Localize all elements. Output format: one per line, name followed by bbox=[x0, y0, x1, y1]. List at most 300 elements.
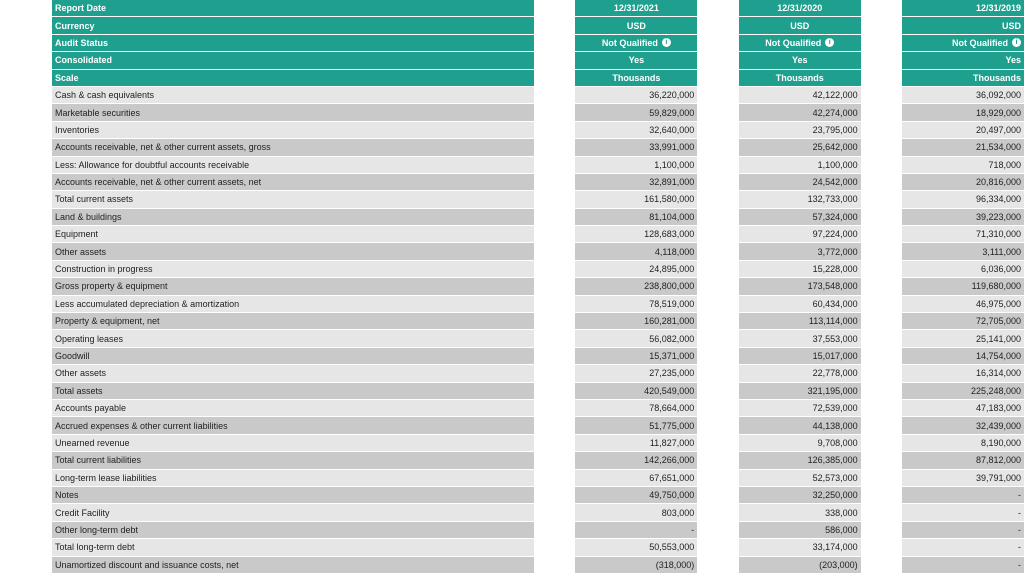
row-value bbox=[902, 557, 1024, 573]
row-value bbox=[575, 557, 697, 573]
header-value bbox=[739, 17, 861, 33]
row-label-text: Less: Allowance for doubtful accounts receivable bbox=[55, 159, 250, 170]
row-label bbox=[52, 417, 534, 433]
table-row bbox=[52, 104, 1024, 121]
header-label-text: Consolidated bbox=[55, 55, 113, 66]
row-value bbox=[902, 278, 1024, 294]
row-value-text: 3,772,000 bbox=[817, 246, 858, 257]
row-label bbox=[52, 226, 534, 242]
header-value bbox=[902, 35, 1024, 51]
row-value bbox=[575, 191, 697, 207]
column-gap bbox=[534, 52, 554, 68]
row-value-text: 113,114,000 bbox=[808, 316, 858, 327]
row-value-text: 126,385,000 bbox=[807, 455, 858, 466]
column-gap bbox=[861, 157, 881, 173]
column-gap bbox=[697, 226, 717, 242]
column-gap bbox=[534, 209, 554, 225]
row-value bbox=[902, 87, 1024, 103]
row-value-text: 46,975,000 bbox=[975, 298, 1022, 309]
row-value bbox=[575, 470, 697, 486]
row-value-text: 52,573,000 bbox=[812, 472, 858, 483]
row-value-text: 44,138,000 bbox=[812, 420, 858, 431]
row-value bbox=[902, 365, 1024, 381]
row-label bbox=[52, 122, 534, 138]
header-value bbox=[739, 35, 861, 51]
row-value-text: 586,000 bbox=[825, 524, 858, 535]
row-value bbox=[902, 313, 1024, 329]
row-value-text: 173,548,000 bbox=[807, 281, 858, 292]
column-gap bbox=[697, 70, 717, 86]
column-gap bbox=[697, 157, 717, 173]
row-value-text: 25,141,000 bbox=[975, 333, 1022, 344]
column-gap bbox=[861, 313, 881, 329]
row-value bbox=[739, 487, 861, 503]
column-gap bbox=[697, 35, 717, 51]
row-value-text: 25,642,000 bbox=[812, 142, 858, 153]
column-gap bbox=[861, 0, 881, 16]
row-value bbox=[575, 348, 697, 364]
row-value-text: 78,519,000 bbox=[649, 298, 695, 309]
row-value bbox=[739, 348, 861, 364]
row-value bbox=[739, 313, 861, 329]
column-gap bbox=[697, 435, 717, 451]
row-label-text: Other assets bbox=[55, 368, 107, 379]
header-value bbox=[575, 17, 697, 33]
column-gap bbox=[861, 226, 881, 242]
row-label-text: Operating leases bbox=[55, 333, 124, 344]
header-label bbox=[52, 70, 534, 86]
column-gap bbox=[697, 191, 717, 207]
column-gap bbox=[534, 70, 554, 86]
row-value-text: - bbox=[1018, 524, 1022, 535]
row-value bbox=[575, 122, 697, 138]
column-gap bbox=[861, 365, 881, 381]
column-gap bbox=[697, 122, 717, 138]
row-label bbox=[52, 243, 534, 259]
row-value-text: 15,228,000 bbox=[812, 264, 858, 275]
row-label-text: Cash & cash equivalents bbox=[55, 90, 155, 101]
row-value-text: 36,220,000 bbox=[649, 90, 695, 101]
column-gap bbox=[534, 191, 554, 207]
column-gap bbox=[534, 539, 554, 555]
header-value-text: Not Qualified bbox=[601, 37, 658, 48]
row-value-text: 3,111,000 bbox=[982, 246, 1022, 257]
row-value-text: 803,000 bbox=[661, 507, 695, 518]
row-value bbox=[739, 191, 861, 207]
row-value-text: 32,640,000 bbox=[649, 124, 695, 135]
header-value-text: 12/31/2019 bbox=[975, 3, 1022, 14]
table-row bbox=[52, 174, 1024, 191]
row-value-text: 78,664,000 bbox=[649, 403, 695, 414]
table-row bbox=[52, 191, 1024, 208]
row-value bbox=[575, 522, 697, 538]
column-gap bbox=[534, 278, 554, 294]
row-value bbox=[739, 261, 861, 277]
row-value-text: 59,829,000 bbox=[649, 107, 695, 118]
column-gap bbox=[861, 70, 881, 86]
row-label bbox=[52, 209, 534, 225]
row-value-text: 6,036,000 bbox=[980, 264, 1022, 275]
row-label bbox=[52, 383, 534, 399]
row-value bbox=[739, 157, 861, 173]
header-value-text: USD bbox=[626, 20, 646, 31]
row-value bbox=[575, 330, 697, 346]
row-value bbox=[902, 487, 1024, 503]
column-gap bbox=[534, 417, 554, 433]
row-label bbox=[52, 330, 534, 346]
row-value bbox=[739, 365, 861, 381]
table-row bbox=[52, 278, 1024, 295]
row-value bbox=[575, 243, 697, 259]
row-value-text: 23,795,000 bbox=[812, 124, 858, 135]
row-value-text: 32,250,000 bbox=[812, 490, 858, 501]
row-value bbox=[902, 209, 1024, 225]
column-gap bbox=[861, 139, 881, 155]
row-value-text: 160,281,000 bbox=[644, 316, 695, 327]
row-value-text: 9,708,000 bbox=[817, 437, 858, 448]
table-row bbox=[52, 383, 1024, 400]
row-value-text: 132,733,000 bbox=[807, 194, 858, 205]
row-value-text: 321,195,000 bbox=[807, 385, 858, 396]
row-label-text: Accrued expenses & other current liabilities bbox=[55, 420, 228, 431]
row-value-text: 238,800,000 bbox=[644, 281, 695, 292]
row-value-text: 420,549,000 bbox=[644, 385, 695, 396]
row-value bbox=[739, 417, 861, 433]
column-gap bbox=[697, 278, 717, 294]
column-gap bbox=[534, 330, 554, 346]
row-value bbox=[575, 452, 697, 468]
row-value-text: - bbox=[1018, 490, 1022, 501]
row-label-text: Total assets bbox=[55, 385, 103, 396]
balance-sheet-table bbox=[52, 0, 1024, 574]
row-value bbox=[739, 400, 861, 416]
row-label-text: Total current liabilities bbox=[55, 455, 142, 466]
row-value-text: 87,812,000 bbox=[975, 455, 1022, 466]
header-value bbox=[575, 52, 697, 68]
row-value bbox=[739, 139, 861, 155]
column-gap bbox=[697, 104, 717, 120]
row-value-text: 338,000 bbox=[825, 507, 858, 518]
row-value bbox=[739, 278, 861, 294]
row-value-text: 37,553,000 bbox=[812, 333, 858, 344]
column-gap bbox=[534, 296, 554, 312]
column-gap bbox=[697, 557, 717, 573]
header-label-text: Audit Status bbox=[55, 37, 108, 48]
column-gap bbox=[534, 365, 554, 381]
column-gap bbox=[697, 383, 717, 399]
row-value bbox=[902, 452, 1024, 468]
column-gap bbox=[534, 400, 554, 416]
column-gap bbox=[534, 35, 554, 51]
row-value bbox=[575, 261, 697, 277]
table-row bbox=[52, 261, 1024, 278]
header-value-text: 12/31/2021 bbox=[613, 3, 659, 14]
row-label-text: Marketable securities bbox=[55, 107, 141, 118]
column-gap bbox=[534, 243, 554, 259]
row-value-text: - bbox=[1018, 507, 1022, 518]
row-value bbox=[575, 383, 697, 399]
info-icon[interactable]: i bbox=[1012, 38, 1021, 47]
column-gap bbox=[697, 539, 717, 555]
row-value bbox=[739, 470, 861, 486]
row-value-text: 71,310,000 bbox=[975, 229, 1022, 240]
column-gap bbox=[697, 452, 717, 468]
header-row bbox=[52, 52, 1024, 69]
row-value bbox=[739, 209, 861, 225]
row-value-text: 24,542,000 bbox=[812, 177, 858, 188]
column-gap bbox=[861, 504, 881, 520]
row-label-text: Unamortized discount and issuance costs, net bbox=[55, 559, 239, 570]
row-value bbox=[575, 487, 697, 503]
row-value-text: 33,174,000 bbox=[812, 542, 858, 553]
row-value-text: 20,816,000 bbox=[975, 177, 1022, 188]
column-gap bbox=[861, 35, 881, 51]
table-row bbox=[52, 330, 1024, 347]
row-label bbox=[52, 313, 534, 329]
header-label-text: Scale bbox=[55, 72, 79, 83]
row-value bbox=[902, 400, 1024, 416]
row-value-text: (203,000) bbox=[819, 559, 858, 570]
row-value bbox=[575, 104, 697, 120]
column-gap bbox=[534, 435, 554, 451]
row-value-text: 18,929,000 bbox=[975, 107, 1022, 118]
row-label-text: Notes bbox=[55, 490, 79, 501]
column-gap bbox=[861, 122, 881, 138]
table-row bbox=[52, 452, 1024, 469]
column-gap bbox=[697, 365, 717, 381]
row-value bbox=[902, 435, 1024, 451]
row-value-text: 142,266,000 bbox=[644, 455, 695, 466]
row-value bbox=[902, 122, 1024, 138]
row-label bbox=[52, 191, 534, 207]
header-value bbox=[902, 70, 1024, 86]
row-value-text: 16,314,000 bbox=[975, 368, 1022, 379]
row-value-text: (318,000) bbox=[655, 559, 695, 570]
row-label bbox=[52, 504, 534, 520]
table-row bbox=[52, 313, 1024, 330]
column-gap bbox=[861, 104, 881, 120]
column-gap bbox=[861, 383, 881, 399]
row-value bbox=[739, 87, 861, 103]
column-gap bbox=[534, 139, 554, 155]
header-value-text: USD bbox=[1002, 20, 1022, 31]
table-row bbox=[52, 487, 1024, 504]
row-value-text: 15,017,000 bbox=[812, 351, 858, 361]
row-value bbox=[575, 174, 697, 190]
row-value bbox=[575, 278, 697, 294]
column-gap bbox=[861, 348, 881, 364]
header-value bbox=[902, 0, 1024, 16]
header-value-text: Thousands bbox=[775, 72, 824, 83]
row-value-text: 1,100,000 bbox=[817, 159, 858, 170]
row-label bbox=[52, 296, 534, 312]
row-value bbox=[575, 209, 697, 225]
column-gap bbox=[861, 243, 881, 259]
row-value-text: 14,754,000 bbox=[975, 351, 1022, 361]
row-value bbox=[739, 435, 861, 451]
column-gap bbox=[697, 87, 717, 103]
row-value bbox=[575, 313, 697, 329]
header-row bbox=[52, 70, 1024, 87]
row-value-text: 47,183,000 bbox=[975, 403, 1022, 414]
column-gap bbox=[534, 157, 554, 173]
row-label-text: Accounts payable bbox=[55, 403, 127, 414]
row-label-text: Less accumulated depreciation & amortization bbox=[55, 298, 240, 309]
column-gap bbox=[861, 174, 881, 190]
row-value-text: 1,100,000 bbox=[654, 159, 695, 170]
table-row bbox=[52, 157, 1024, 174]
row-value-text: 128,683,000 bbox=[644, 229, 695, 240]
column-gap bbox=[697, 504, 717, 520]
row-value bbox=[575, 400, 697, 416]
header-value-text: Thousands bbox=[973, 72, 1022, 83]
column-gap bbox=[534, 383, 554, 399]
row-label bbox=[52, 87, 534, 103]
column-gap bbox=[861, 557, 881, 573]
row-value-text: 27,235,000 bbox=[649, 368, 695, 379]
header-value-text: Not Qualified bbox=[952, 37, 1009, 48]
row-value bbox=[575, 539, 697, 555]
column-gap bbox=[697, 313, 717, 329]
row-label-text: Total long-term debt bbox=[55, 542, 135, 553]
column-gap bbox=[861, 330, 881, 346]
row-value bbox=[902, 226, 1024, 242]
column-gap bbox=[534, 104, 554, 120]
row-value-text: 36,092,000 bbox=[975, 90, 1022, 101]
row-value bbox=[902, 243, 1024, 259]
column-gap bbox=[534, 261, 554, 277]
row-value-text: 39,791,000 bbox=[975, 472, 1022, 483]
column-gap bbox=[697, 17, 717, 33]
header-row bbox=[52, 17, 1024, 34]
row-value bbox=[575, 435, 697, 451]
row-label-text: Other long-term debt bbox=[55, 524, 139, 535]
column-gap bbox=[534, 452, 554, 468]
table-row bbox=[52, 539, 1024, 556]
row-value-text: 20,497,000 bbox=[975, 124, 1022, 135]
row-value-text: 67,651,000 bbox=[649, 472, 695, 483]
header-value bbox=[902, 17, 1024, 33]
column-gap bbox=[534, 470, 554, 486]
info-icon[interactable]: i bbox=[825, 38, 834, 47]
row-value bbox=[739, 452, 861, 468]
row-label bbox=[52, 400, 534, 416]
column-gap bbox=[861, 452, 881, 468]
column-gap bbox=[534, 226, 554, 242]
table-row bbox=[52, 417, 1024, 434]
table-row bbox=[52, 243, 1024, 260]
column-gap bbox=[861, 296, 881, 312]
row-value-text: 39,223,000 bbox=[975, 211, 1022, 222]
row-value bbox=[575, 139, 697, 155]
column-gap bbox=[861, 209, 881, 225]
column-gap bbox=[697, 261, 717, 277]
row-label bbox=[52, 174, 534, 190]
table-row bbox=[52, 365, 1024, 382]
row-value-text: 225,248,000 bbox=[970, 385, 1022, 396]
column-gap bbox=[697, 417, 717, 433]
row-value-text: 96,334,000 bbox=[975, 194, 1022, 205]
row-value bbox=[739, 504, 861, 520]
row-value bbox=[902, 296, 1024, 312]
row-value bbox=[575, 417, 697, 433]
column-gap bbox=[534, 122, 554, 138]
table-row bbox=[52, 348, 1024, 365]
row-value bbox=[902, 470, 1024, 486]
row-value-text: 72,705,000 bbox=[975, 316, 1022, 327]
column-gap bbox=[697, 139, 717, 155]
row-value-text: 119,680,000 bbox=[971, 281, 1022, 292]
row-value bbox=[739, 539, 861, 555]
row-label-text: Land & buildings bbox=[55, 211, 122, 222]
table-row bbox=[52, 226, 1024, 243]
row-value-text: - bbox=[1018, 542, 1022, 553]
table-row bbox=[52, 557, 1024, 574]
column-gap bbox=[534, 487, 554, 503]
row-value-text: 11,827,000 bbox=[649, 437, 695, 448]
row-label-text: Gross property & equipment bbox=[55, 281, 168, 292]
row-value bbox=[739, 296, 861, 312]
row-value bbox=[739, 243, 861, 259]
row-label bbox=[52, 348, 534, 364]
column-gap bbox=[861, 522, 881, 538]
row-value bbox=[739, 330, 861, 346]
header-value-text: Not Qualified bbox=[765, 37, 822, 48]
table-row bbox=[52, 435, 1024, 452]
row-value-text: 60,434,000 bbox=[812, 298, 858, 309]
row-value bbox=[739, 522, 861, 538]
column-gap bbox=[534, 0, 554, 16]
row-value bbox=[739, 226, 861, 242]
row-value bbox=[902, 104, 1024, 120]
row-value bbox=[902, 330, 1024, 346]
row-value-text: 97,224,000 bbox=[812, 229, 858, 240]
table-row bbox=[52, 139, 1024, 156]
header-label-text: Currency bbox=[55, 20, 95, 31]
header-value-text: Thousands bbox=[612, 72, 661, 83]
table-row bbox=[52, 122, 1024, 139]
column-gap bbox=[861, 400, 881, 416]
row-label bbox=[52, 522, 534, 538]
row-label-text: Equipment bbox=[55, 229, 99, 240]
header-value bbox=[739, 70, 861, 86]
column-gap bbox=[861, 52, 881, 68]
row-value-text: 42,122,000 bbox=[812, 90, 858, 101]
row-label-text: Accounts receivable, net & other current assets, gross bbox=[55, 142, 271, 153]
row-value-text: 21,534,000 bbox=[975, 142, 1022, 153]
column-gap bbox=[861, 278, 881, 294]
row-value-text: 56,082,000 bbox=[649, 333, 695, 344]
row-label-text: Construction in progress bbox=[55, 264, 153, 275]
column-gap bbox=[861, 417, 881, 433]
row-value bbox=[739, 122, 861, 138]
row-value bbox=[902, 174, 1024, 190]
column-gap bbox=[697, 296, 717, 312]
row-label bbox=[52, 104, 534, 120]
row-value bbox=[902, 383, 1024, 399]
column-gap bbox=[861, 261, 881, 277]
column-gap bbox=[534, 87, 554, 103]
column-gap bbox=[697, 243, 717, 259]
row-value bbox=[902, 504, 1024, 520]
column-gap bbox=[697, 174, 717, 190]
info-icon[interactable]: i bbox=[662, 38, 671, 47]
column-gap bbox=[534, 313, 554, 329]
row-label bbox=[52, 470, 534, 486]
header-value bbox=[575, 70, 697, 86]
column-gap bbox=[861, 17, 881, 33]
row-label-text: Accounts receivable, net & other current assets, net bbox=[55, 177, 262, 188]
